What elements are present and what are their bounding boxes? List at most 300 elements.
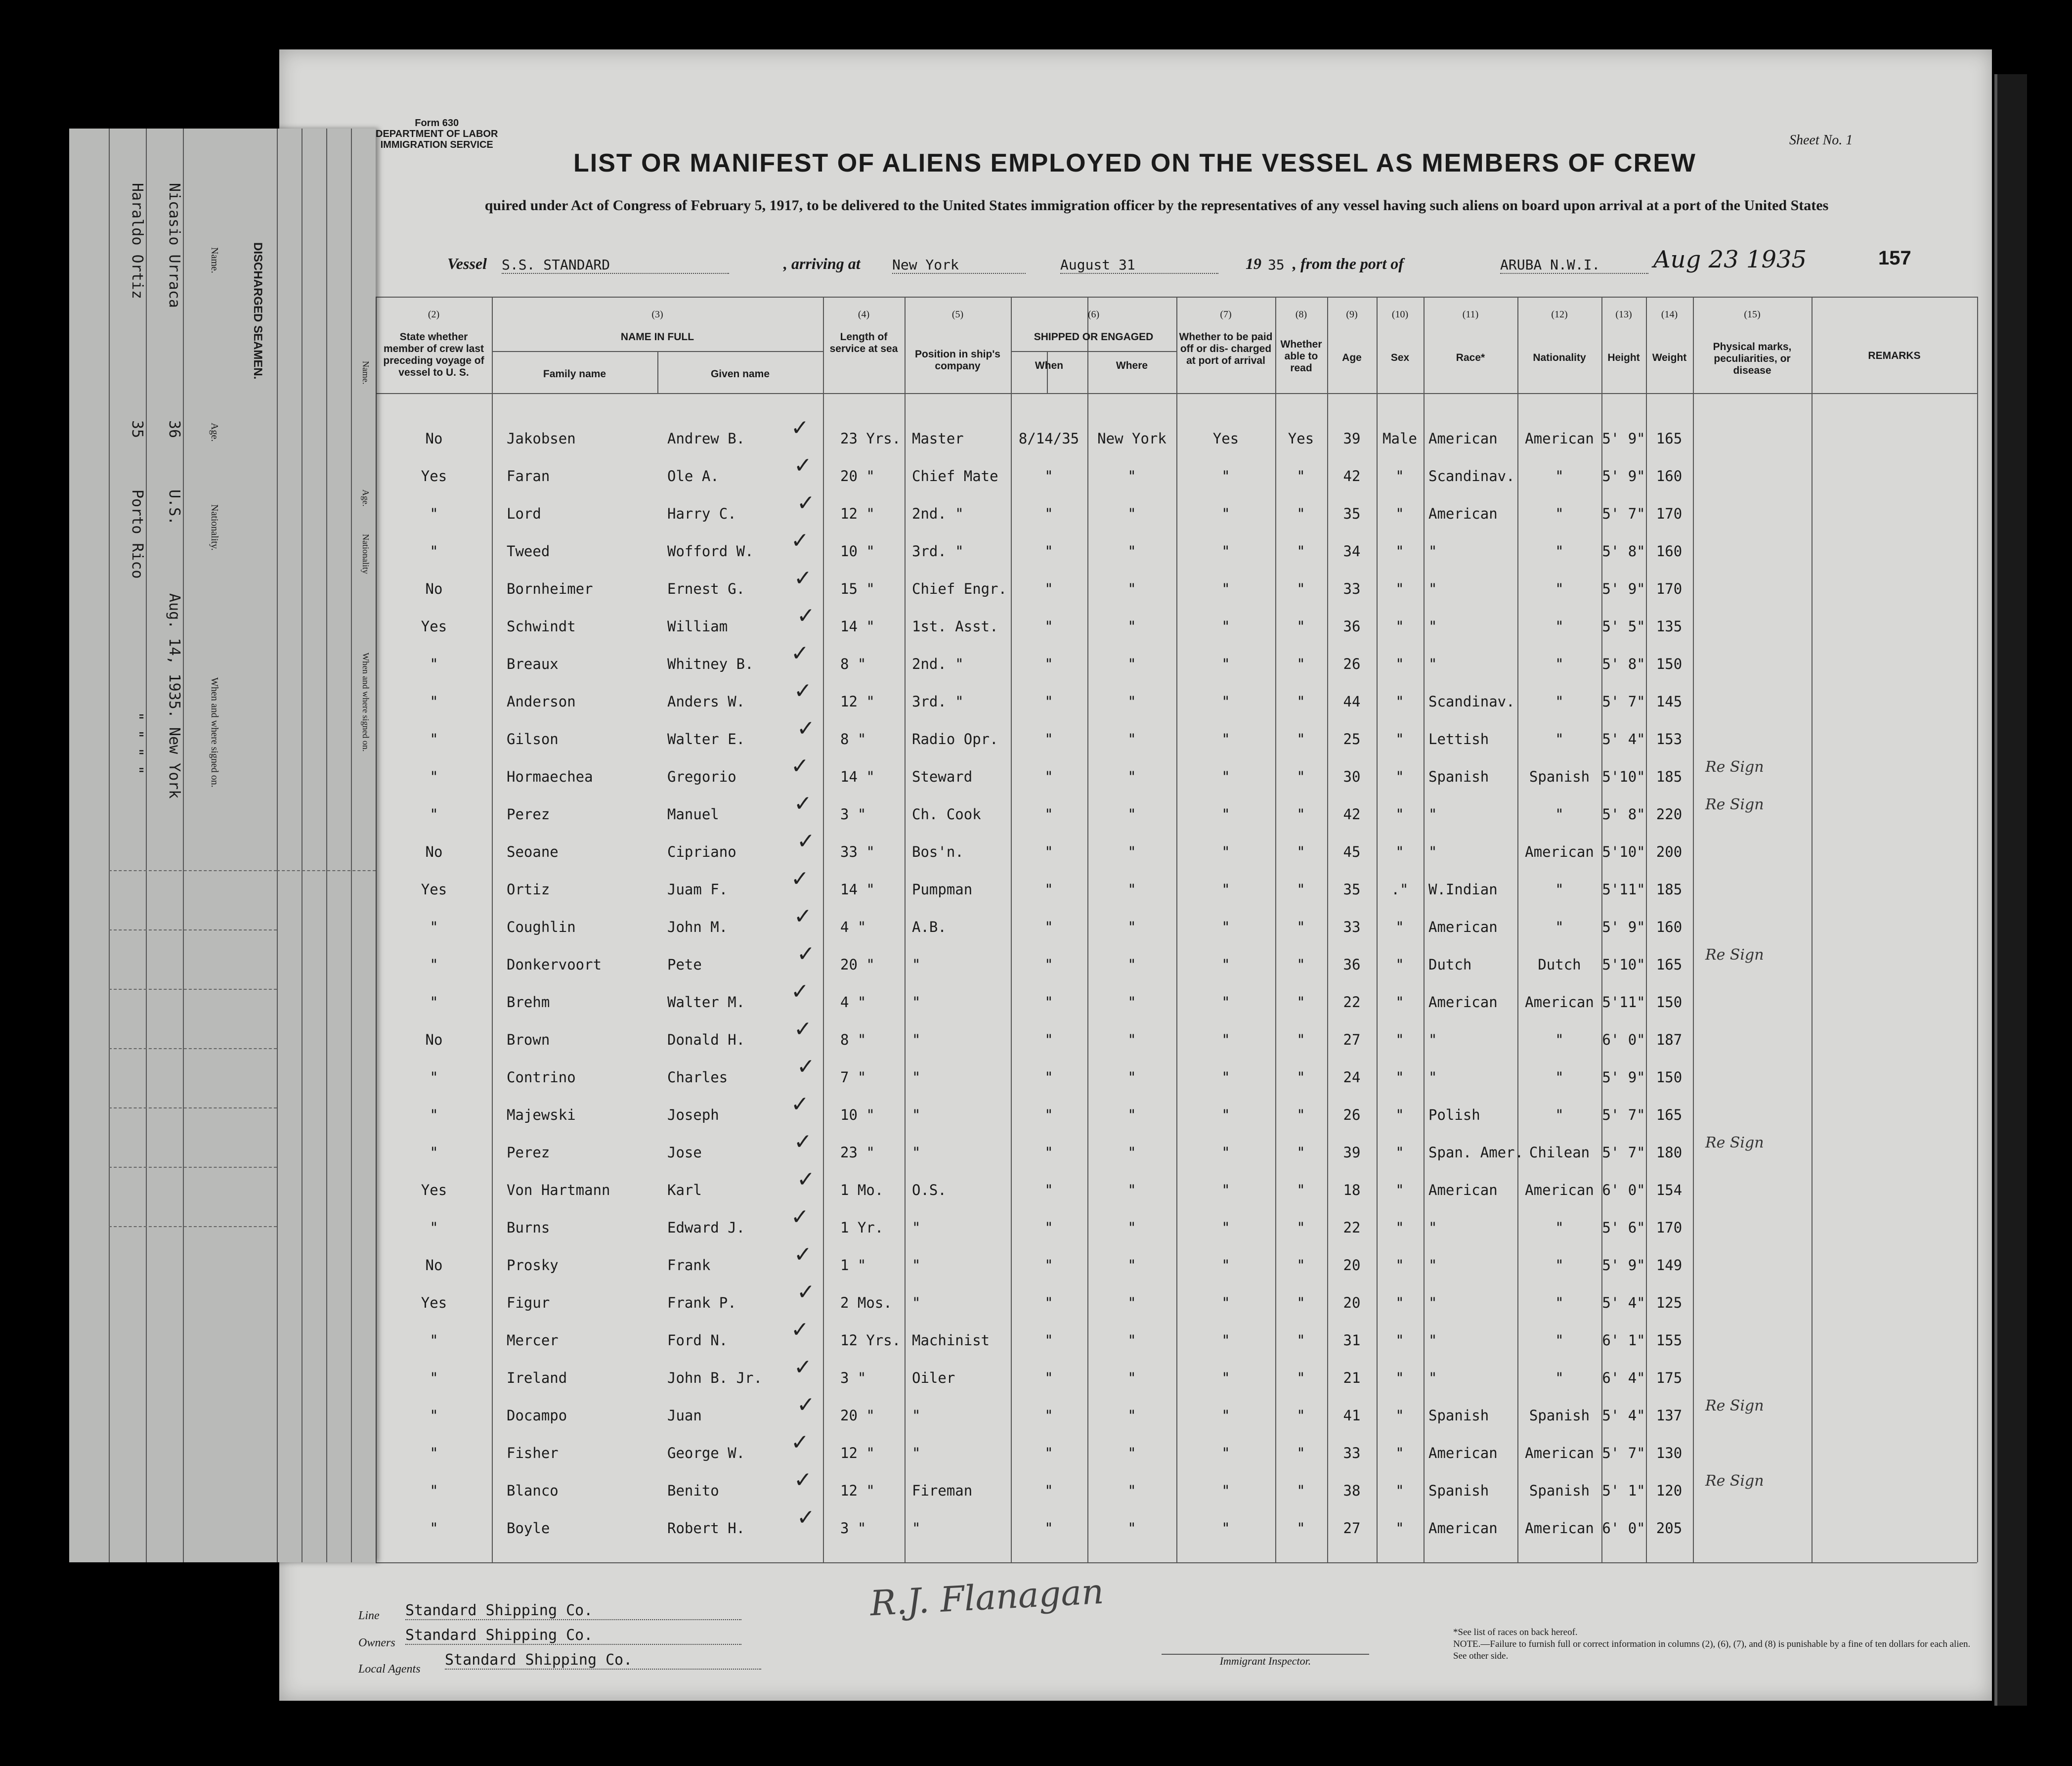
check-mark: ✓ xyxy=(794,1467,812,1493)
cell-read: Yes xyxy=(1288,430,1314,447)
cell-nationality: " xyxy=(1555,1369,1564,1386)
cell-nationality: Spanish xyxy=(1529,768,1590,785)
cell-height: 6' 0" xyxy=(1602,1182,1645,1198)
cell-when: " xyxy=(1044,1144,1053,1161)
cell-race: " xyxy=(1428,1332,1437,1349)
cell-given: Frank P. xyxy=(667,1294,736,1311)
owners-value: Standard Shipping Co. xyxy=(405,1627,741,1645)
cell-paid: " xyxy=(1221,656,1230,672)
crew-table xyxy=(376,297,1977,1562)
cell-service: 15 " xyxy=(840,580,875,597)
cell-service: 23 Yrs. xyxy=(840,430,901,447)
cell-when: " xyxy=(1044,768,1053,785)
cell-family: Burns xyxy=(507,1219,550,1236)
arrival-date: August 31 xyxy=(1060,257,1218,274)
cell-weight: 170 xyxy=(1656,580,1683,597)
cell-height: 5' 9" xyxy=(1602,1257,1645,1274)
cell-family: Contrino xyxy=(507,1069,576,1086)
cell-given: Anders W. xyxy=(667,693,745,710)
cell-position: " xyxy=(912,994,921,1011)
cell-weight: 160 xyxy=(1656,468,1683,485)
cell-read: " xyxy=(1296,1182,1305,1198)
cell-family: Majewski xyxy=(507,1106,576,1123)
cell-race: " xyxy=(1428,1031,1437,1048)
agents-value: Standard Shipping Co. xyxy=(445,1651,761,1670)
cell-sex: " xyxy=(1395,693,1404,710)
cell-weight: 150 xyxy=(1656,994,1683,1011)
cell-family: Jakobsen xyxy=(507,430,576,447)
cell-family: Brehm xyxy=(507,994,550,1011)
cell-height: 6' 4" xyxy=(1602,1369,1645,1386)
col-num-11: (11) xyxy=(1462,309,1479,320)
cell-family: Perez xyxy=(507,1144,550,1161)
flap-col-name: Name. xyxy=(209,247,220,273)
cell-weight: 150 xyxy=(1656,656,1683,672)
col-race: Race* xyxy=(1456,352,1485,363)
cell-age: 41 xyxy=(1343,1407,1361,1424)
cell-where: " xyxy=(1127,1520,1136,1537)
cell-nationality: " xyxy=(1555,1106,1564,1123)
handwritten-date: Aug 23 1935 xyxy=(1653,246,1807,273)
col-num-4: (4) xyxy=(858,309,870,320)
cell-paid: " xyxy=(1221,1219,1230,1236)
cell-race: American xyxy=(1428,1520,1498,1537)
cell-position: Machinist xyxy=(912,1332,990,1349)
cell-age: 33 xyxy=(1343,1445,1361,1461)
cell-age: 30 xyxy=(1343,768,1361,785)
cell-where: " xyxy=(1127,656,1136,672)
cell-where: " xyxy=(1127,1482,1136,1499)
cell-family: Prosky xyxy=(507,1257,559,1274)
cell-given: Walter M. xyxy=(667,994,745,1011)
cell-service: 20 " xyxy=(840,468,875,485)
cell-age: 35 xyxy=(1343,505,1361,522)
cell-paid: " xyxy=(1221,1482,1230,1499)
check-mark: ✓ xyxy=(797,1167,815,1192)
cell-sex: " xyxy=(1395,1294,1404,1311)
vessel-label: Vessel xyxy=(447,255,487,272)
cell-weight: 180 xyxy=(1656,1144,1683,1161)
cell-nationality: " xyxy=(1555,1257,1564,1274)
cell-nationality: American xyxy=(1525,994,1594,1011)
cell-service: 8 " xyxy=(840,1031,866,1048)
cell-height: 5' 9" xyxy=(1602,919,1645,935)
cell-family: Bornheimer xyxy=(507,580,593,597)
check-mark: ✓ xyxy=(791,979,809,1004)
flap-side-nationality: Nationality xyxy=(361,534,371,574)
cell-nationality: " xyxy=(1555,919,1564,935)
cell-weight: 160 xyxy=(1656,543,1683,560)
cell-read: " xyxy=(1296,881,1305,898)
flap-entry-2-nationality: Porto Rico xyxy=(129,489,146,579)
cell-sex: " xyxy=(1395,1445,1404,1461)
col-num-6: (6) xyxy=(1087,309,1100,320)
check-mark: ✓ xyxy=(797,1392,815,1417)
cell-paid: " xyxy=(1221,843,1230,860)
cell-weight: 165 xyxy=(1656,956,1683,973)
cell-position: Steward xyxy=(912,768,973,785)
cell-weight: 154 xyxy=(1656,1182,1683,1198)
cell-age: 33 xyxy=(1343,919,1361,935)
cell-where: " xyxy=(1127,1182,1136,1198)
flap-col-age: Age. xyxy=(209,423,220,442)
check-mark: ✓ xyxy=(794,678,812,704)
flap-side-age: Age. xyxy=(361,489,371,507)
cell-service: 2 Mos. xyxy=(840,1294,892,1311)
cell-when: " xyxy=(1044,1294,1053,1311)
cell-when: " xyxy=(1044,1069,1053,1086)
cell-where: New York xyxy=(1097,430,1166,447)
cell-height: 5' 4" xyxy=(1602,731,1645,748)
cell-when: " xyxy=(1044,1219,1053,1236)
check-mark: ✓ xyxy=(791,415,809,441)
cell-when: " xyxy=(1044,1031,1053,1048)
cell-prev: " xyxy=(430,1144,438,1161)
check-mark: ✓ xyxy=(797,490,815,516)
cell-given: Harry C. xyxy=(667,505,736,522)
cell-sex: " xyxy=(1395,1144,1404,1161)
col-given-name: Given name xyxy=(710,368,770,380)
cell-when: " xyxy=(1044,1407,1053,1424)
vessel-line xyxy=(447,246,1940,279)
cell-paid: " xyxy=(1221,994,1230,1011)
cell-service: 12 Yrs. xyxy=(840,1332,901,1349)
check-mark: ✓ xyxy=(794,1129,812,1154)
cell-prev: No xyxy=(425,843,443,860)
cell-weight: 170 xyxy=(1656,1219,1683,1236)
cell-race: " xyxy=(1428,806,1437,823)
physical-note: Re Sign xyxy=(1705,1472,1764,1490)
cell-weight: 165 xyxy=(1656,430,1683,447)
cell-race: " xyxy=(1428,1069,1437,1086)
cell-paid: " xyxy=(1221,505,1230,522)
cell-prev: " xyxy=(430,956,438,973)
cell-race: American xyxy=(1428,505,1498,522)
cell-age: 26 xyxy=(1343,656,1361,672)
cell-nationality: American xyxy=(1525,430,1594,447)
cell-paid: " xyxy=(1221,1144,1230,1161)
cell-paid: " xyxy=(1221,1106,1230,1123)
cell-service: 12 " xyxy=(840,1445,875,1461)
cell-when: " xyxy=(1044,1332,1053,1349)
cell-race: Lettish xyxy=(1428,731,1489,748)
cell-read: " xyxy=(1296,1407,1305,1424)
cell-age: 42 xyxy=(1343,468,1361,485)
line-value: Standard Shipping Co. xyxy=(405,1602,741,1620)
cell-paid: " xyxy=(1221,1182,1230,1198)
cell-weight: 150 xyxy=(1656,1069,1683,1086)
cell-position: A.B. xyxy=(912,919,947,935)
cell-family: Docampo xyxy=(507,1407,567,1424)
cell-position: Radio Opr. xyxy=(912,731,998,748)
cell-where: " xyxy=(1127,580,1136,597)
cell-prev: " xyxy=(430,919,438,935)
cell-race: " xyxy=(1428,1369,1437,1386)
check-mark: ✓ xyxy=(797,829,815,854)
cell-position: Fireman xyxy=(912,1482,973,1499)
cell-given: John B. Jr. xyxy=(667,1369,763,1386)
cell-sex: " xyxy=(1395,956,1404,973)
cell-family: Schwindt xyxy=(507,618,576,635)
check-mark: ✓ xyxy=(794,904,812,929)
cell-service: 1 " xyxy=(840,1257,866,1274)
cell-race: Scandinav. xyxy=(1428,468,1515,485)
check-mark: ✓ xyxy=(797,1280,815,1305)
cell-nationality: " xyxy=(1555,731,1564,748)
cell-paid: " xyxy=(1221,956,1230,973)
cell-sex: " xyxy=(1395,468,1404,485)
cell-race: " xyxy=(1428,580,1437,597)
physical-note: Re Sign xyxy=(1705,1134,1764,1151)
cell-given: Jose xyxy=(667,1144,702,1161)
cell-height: 6' 0" xyxy=(1602,1031,1645,1048)
cell-race: American xyxy=(1428,1182,1498,1198)
cell-sex: " xyxy=(1395,994,1404,1011)
cell-read: " xyxy=(1296,1219,1305,1236)
cell-age: 20 xyxy=(1343,1294,1361,1311)
cell-sex: " xyxy=(1395,543,1404,560)
cell-where: " xyxy=(1127,693,1136,710)
cell-paid: " xyxy=(1221,618,1230,635)
cell-where: " xyxy=(1127,919,1136,935)
cell-height: 5'11" xyxy=(1602,994,1645,1011)
year-prefix: 19 xyxy=(1246,255,1261,272)
cell-service: 10 " xyxy=(840,1106,875,1123)
cell-family: Mercer xyxy=(507,1332,559,1349)
cell-age: 38 xyxy=(1343,1482,1361,1499)
cell-sex: " xyxy=(1395,656,1404,672)
cell-paid: " xyxy=(1221,881,1230,898)
cell-service: 33 " xyxy=(840,843,875,860)
cell-where: " xyxy=(1127,1219,1136,1236)
cell-position: " xyxy=(912,1144,921,1161)
cell-read: " xyxy=(1296,1294,1305,1311)
cell-family: Coughlin xyxy=(507,919,576,935)
cell-position: O.S. xyxy=(912,1182,947,1198)
cell-given: Donald H. xyxy=(667,1031,745,1048)
cell-position: Oiler xyxy=(912,1369,955,1386)
cell-read: " xyxy=(1296,543,1305,560)
stamp-number: 157 xyxy=(1878,247,1911,269)
cell-age: 21 xyxy=(1343,1369,1361,1386)
cell-age: 35 xyxy=(1343,881,1361,898)
cell-position: " xyxy=(912,1294,921,1311)
cell-height: 5' 4" xyxy=(1602,1407,1645,1424)
col-num-10: (10) xyxy=(1391,309,1409,320)
cell-age: 39 xyxy=(1343,1144,1361,1161)
cell-nationality: " xyxy=(1555,1219,1564,1236)
col-num-2: (2) xyxy=(428,309,440,320)
cell-nationality: " xyxy=(1555,1294,1564,1311)
cell-position: " xyxy=(912,1031,921,1048)
cell-prev: " xyxy=(430,1369,438,1386)
cell-height: 5'10" xyxy=(1602,956,1645,973)
cell-service: 8 " xyxy=(840,656,866,672)
col-sex: Sex xyxy=(1390,352,1410,363)
cell-nationality: Spanish xyxy=(1529,1407,1590,1424)
sheet-number: Sheet No. 1 xyxy=(1789,132,1853,148)
cell-when: " xyxy=(1044,1106,1053,1123)
cell-service: 14 " xyxy=(840,881,875,898)
cell-family: Tweed xyxy=(507,543,550,560)
cell-when: " xyxy=(1044,1482,1053,1499)
cell-weight: 120 xyxy=(1656,1482,1683,1499)
check-mark: ✓ xyxy=(794,566,812,591)
cell-paid: " xyxy=(1221,1332,1230,1349)
cell-weight: 220 xyxy=(1656,806,1683,823)
check-mark: ✓ xyxy=(797,941,815,967)
cell-race: " xyxy=(1428,1219,1437,1236)
check-mark: ✓ xyxy=(797,1505,815,1530)
from-port: ARUBA N.W.I. xyxy=(1500,257,1648,274)
cell-where: " xyxy=(1127,843,1136,860)
cell-prev: " xyxy=(430,806,438,823)
check-mark: ✓ xyxy=(791,1317,809,1342)
cell-race: Span. Amer. xyxy=(1428,1144,1524,1161)
cell-service: 1 Mo. xyxy=(840,1182,884,1198)
cell-height: 6' 1" xyxy=(1602,1332,1645,1349)
cell-nationality: " xyxy=(1555,505,1564,522)
cell-height: 5'10" xyxy=(1602,843,1645,860)
cell-when: " xyxy=(1044,580,1053,597)
cell-family: Fisher xyxy=(507,1445,559,1461)
cell-where: " xyxy=(1127,1106,1136,1123)
cell-weight: 185 xyxy=(1656,768,1683,785)
cell-read: " xyxy=(1296,656,1305,672)
check-mark: ✓ xyxy=(794,1355,812,1380)
cell-prev: " xyxy=(430,731,438,748)
cell-family: Boyle xyxy=(507,1520,550,1537)
cell-where: " xyxy=(1127,1369,1136,1386)
cell-sex: " xyxy=(1395,1482,1404,1499)
cell-when: " xyxy=(1044,1369,1053,1386)
cell-height: 5' 8" xyxy=(1602,806,1645,823)
cell-weight: 200 xyxy=(1656,843,1683,860)
cell-position: 2nd. " xyxy=(912,505,964,522)
cell-race: Dutch xyxy=(1428,956,1472,973)
cell-service: 3 " xyxy=(840,1520,866,1537)
cell-age: 31 xyxy=(1343,1332,1361,1349)
cell-sex: " xyxy=(1395,806,1404,823)
cell-nationality: " xyxy=(1555,580,1564,597)
check-mark: ✓ xyxy=(791,641,809,666)
cell-paid: " xyxy=(1221,543,1230,560)
cell-nationality: " xyxy=(1555,618,1564,635)
flap-col-when-where: When and where signed on. xyxy=(209,677,220,788)
cell-where: " xyxy=(1127,881,1136,898)
cell-prev: " xyxy=(430,1219,438,1236)
cell-read: " xyxy=(1296,1332,1305,1349)
cell-paid: " xyxy=(1221,693,1230,710)
check-mark: ✓ xyxy=(794,1016,812,1042)
col-shipped: SHIPPED OR ENGAGED xyxy=(1034,331,1154,343)
cell-prev: " xyxy=(430,1520,438,1537)
cell-given: Frank xyxy=(667,1257,711,1274)
cell-prev: " xyxy=(430,656,438,672)
cell-paid: Yes xyxy=(1212,430,1239,447)
cell-weight: 130 xyxy=(1656,1445,1683,1461)
cell-height: 5' 9" xyxy=(1602,1069,1645,1086)
cell-read: " xyxy=(1296,693,1305,710)
cell-race: " xyxy=(1428,1294,1437,1311)
cell-given: Robert H. xyxy=(667,1520,745,1537)
cell-given: William xyxy=(667,618,728,635)
cell-paid: " xyxy=(1221,1407,1230,1424)
cell-height: 5' 4" xyxy=(1602,1294,1645,1311)
cell-given: Ole A. xyxy=(667,468,719,485)
cell-nationality: " xyxy=(1555,806,1564,823)
cell-position: " xyxy=(912,1069,921,1086)
cell-height: 5' 8" xyxy=(1602,543,1645,560)
cell-given: Cipriano xyxy=(667,843,736,860)
cell-service: 1 Yr. xyxy=(840,1219,884,1236)
cell-position: 3rd. " xyxy=(912,543,964,560)
cell-height: 5' 7" xyxy=(1602,1106,1645,1123)
cell-age: 27 xyxy=(1343,1520,1361,1537)
cell-where: " xyxy=(1127,1069,1136,1086)
cell-family: Seoane xyxy=(507,843,559,860)
cell-given: Pete xyxy=(667,956,702,973)
cell-weight: 145 xyxy=(1656,693,1683,710)
cell-position: " xyxy=(912,1407,921,1424)
cell-race: " xyxy=(1428,843,1437,860)
cell-age: 36 xyxy=(1343,618,1361,635)
cell-height: 5' 9" xyxy=(1602,468,1645,485)
cell-age: 18 xyxy=(1343,1182,1361,1198)
cell-paid: " xyxy=(1221,919,1230,935)
footnote xyxy=(1453,1627,1972,1662)
col-num-13: (13) xyxy=(1615,309,1632,320)
cell-sex: " xyxy=(1395,731,1404,748)
cell-height: 5' 9" xyxy=(1602,580,1645,597)
cell-family: Anderson xyxy=(507,693,576,710)
cell-height: 5' 8" xyxy=(1602,656,1645,672)
cell-read: " xyxy=(1296,919,1305,935)
cell-weight: 135 xyxy=(1656,618,1683,635)
col-num-8: (8) xyxy=(1295,309,1307,320)
inspector-label: Immigrant Inspector. xyxy=(1162,1654,1369,1668)
cell-given: Ernest G. xyxy=(667,580,745,597)
agents-label: Local Agents xyxy=(358,1663,421,1676)
owners-label: Owners xyxy=(358,1636,395,1649)
check-mark: ✓ xyxy=(797,1054,815,1079)
cell-age: 27 xyxy=(1343,1031,1361,1048)
cell-height: 6' 0" xyxy=(1602,1520,1645,1537)
col-num-7: (7) xyxy=(1220,309,1232,320)
cell-prev: No xyxy=(425,430,443,447)
line-label: Line xyxy=(358,1609,380,1622)
cell-nationality: American xyxy=(1525,1445,1594,1461)
cell-given: Charles xyxy=(667,1069,728,1086)
cell-height: 5' 5" xyxy=(1602,618,1645,635)
check-mark: ✓ xyxy=(791,1092,809,1117)
cell-when: " xyxy=(1044,656,1053,672)
cell-sex: " xyxy=(1395,1332,1404,1349)
cell-where: " xyxy=(1127,1332,1136,1349)
cell-sex: " xyxy=(1395,505,1404,522)
physical-note: Re Sign xyxy=(1705,758,1764,776)
cell-position: Ch. Cook xyxy=(912,806,981,823)
cell-age: 22 xyxy=(1343,1219,1361,1236)
cell-weight: 137 xyxy=(1656,1407,1683,1424)
flap-entry-1-age: 36 xyxy=(166,420,183,439)
vessel-name: S.S. STANDARD xyxy=(502,257,729,274)
cell-read: " xyxy=(1296,768,1305,785)
cell-when: " xyxy=(1044,1520,1053,1537)
cell-height: 5' 9" xyxy=(1602,430,1645,447)
cell-given: George W. xyxy=(667,1445,745,1461)
cell-given: Juan xyxy=(667,1407,702,1424)
